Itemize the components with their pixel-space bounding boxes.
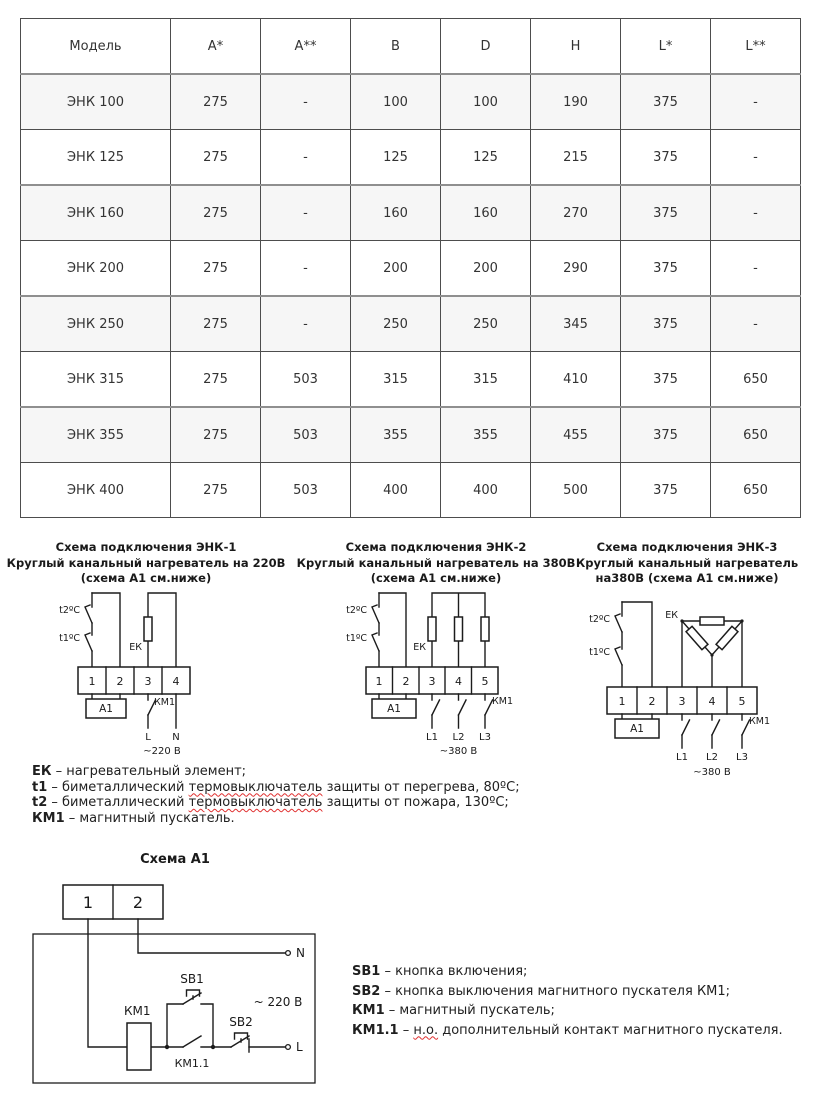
enk3-wire-pair: [622, 602, 652, 687]
legend-item: SB1 – кнопка включения;: [352, 964, 528, 979]
enk1-title-line1: Схема подключения ЭНК-1: [55, 540, 237, 554]
voltage-label: ~220 В: [143, 746, 181, 757]
value-cell: 125: [441, 130, 531, 186]
terminal-1: 1: [618, 695, 626, 708]
n-terminal-icon: [286, 951, 291, 956]
enk2-wire-pair: [379, 593, 406, 667]
value-cell: 650: [711, 463, 801, 518]
value-cell: 100: [351, 74, 441, 130]
enk3-title: [567, 540, 807, 587]
value-cell: -: [711, 241, 801, 297]
a1-label: А1: [387, 703, 401, 715]
value-cell: -: [711, 74, 801, 130]
enk3-schematic: [584, 592, 814, 792]
column-header-d: D: [441, 19, 531, 75]
value-cell: 275: [171, 296, 261, 352]
thermal-switch-icon: [372, 605, 379, 651]
a1-terminal-2: 2: [132, 893, 144, 912]
l-label: L: [296, 1040, 303, 1054]
value-cell: 275: [171, 407, 261, 463]
sb2-label: SB2: [229, 1015, 253, 1029]
legend-item: SB2 – кнопка выключения магнитного пускателя КМ1;: [352, 983, 731, 999]
value-cell: 400: [441, 463, 531, 518]
table-row: [21, 185, 801, 241]
voltage-label: ~380 В: [439, 746, 478, 757]
enk1-title-line3: (схема А1 см.ниже): [80, 571, 212, 585]
enk1-schematic: [28, 587, 248, 757]
junction-dot: [165, 1045, 169, 1049]
column-header-l1: L*: [621, 19, 711, 75]
column-header-a2: A**: [261, 19, 351, 75]
table-row: [21, 241, 801, 297]
value-cell: 275: [171, 241, 261, 297]
l3-label: L3: [736, 752, 748, 763]
n-label: N: [296, 946, 305, 960]
km1-label: КМ1: [124, 1004, 151, 1018]
model-cell: ЭНК 100: [21, 74, 171, 130]
l-terminal-icon: [286, 1045, 291, 1050]
value-cell: 503: [261, 407, 351, 463]
value-cell: 275: [171, 463, 261, 518]
schema-a1-diagram: [25, 875, 325, 1100]
enk2-output-wires: [432, 694, 485, 728]
terminal-4: 4: [172, 675, 180, 688]
enk1-wire-pair: [92, 593, 120, 667]
terminal-3: 3: [678, 695, 686, 708]
t2-label: t2ºC: [59, 605, 80, 616]
value-cell: 275: [171, 74, 261, 130]
value-cell: 375: [621, 463, 711, 518]
value-cell: 375: [621, 130, 711, 186]
table-body: [21, 74, 801, 518]
value-cell: 315: [441, 352, 531, 408]
km1-label: КМ1: [749, 716, 770, 727]
enk1-title-line2: Круглый канальный нагреватель на 220В: [6, 555, 286, 570]
value-cell: 375: [621, 185, 711, 241]
sb1-branch: [167, 1004, 213, 1047]
km11-contact-icon: [183, 1036, 201, 1047]
schema-a1-title: Схема А1: [140, 852, 210, 867]
ek-label: ЕК: [665, 610, 678, 621]
heater-resistor-icon: [686, 626, 708, 649]
a1-terminal-1: 1: [82, 893, 94, 912]
enk2-title-line3: (схема А1 см.ниже): [370, 571, 502, 585]
value-cell: 500: [531, 463, 621, 518]
heater-resistor-icon: [700, 617, 724, 625]
value-cell: -: [261, 185, 351, 241]
value-cell: 375: [621, 407, 711, 463]
enk2-title-line2: Круглый канальный нагреватель на 380В: [296, 555, 576, 570]
legend-item: КМ1.1 – н.о. дополнительный контакт магнитного пускателя.: [352, 1022, 783, 1038]
value-cell: -: [711, 185, 801, 241]
terminal-5: 5: [481, 675, 489, 688]
value-cell: 215: [531, 130, 621, 186]
value-cell: 355: [351, 407, 441, 463]
heater-resistor-icon: [455, 617, 463, 641]
enk2-title: [296, 540, 576, 587]
heater-resistor-icon: [481, 617, 489, 641]
table-row: [21, 130, 801, 186]
value-cell: 503: [261, 463, 351, 518]
value-cell: -: [711, 296, 801, 352]
value-cell: 355: [441, 407, 531, 463]
enk3-title-line1: Схема подключения ЭНК-3: [596, 540, 778, 554]
l3-label: L3: [479, 732, 491, 743]
value-cell: 275: [171, 130, 261, 186]
t2-label: t2ºC: [589, 614, 610, 625]
enk3-output-wires: [682, 714, 742, 748]
t2-label: t2ºC: [346, 605, 367, 616]
model-cell: ЭНК 200: [21, 241, 171, 297]
value-cell: 275: [171, 352, 261, 408]
value-cell: 410: [531, 352, 621, 408]
enk2-schematic: [338, 587, 568, 757]
table-row: [21, 407, 801, 463]
value-cell: 650: [711, 407, 801, 463]
terminal-1: 1: [88, 675, 96, 688]
terminal-2: 2: [648, 695, 656, 708]
km1-label: КМ1: [154, 697, 175, 708]
value-cell: 200: [441, 241, 531, 297]
km1-contact-icon: [432, 700, 493, 715]
value-cell: 160: [351, 185, 441, 241]
terminal-3: 3: [428, 675, 436, 688]
enk3-title-line2: Круглый канальный нагреватель: [575, 555, 799, 570]
km1-contact-icon: [682, 720, 750, 735]
enk3-title-line3: на380В (схема А1 см.ниже): [595, 571, 779, 585]
legend-item: КМ1 – магнитный пускатель;: [352, 1003, 555, 1018]
model-cell: ЭНК 315: [21, 352, 171, 408]
value-cell: 400: [351, 463, 441, 518]
wire-terminal1: [88, 919, 127, 1047]
t1-label: t1ºC: [346, 633, 367, 644]
value-cell: -: [261, 130, 351, 186]
legend-item: КМ1 – магнитный пускатель.: [32, 810, 235, 826]
value-cell: 275: [171, 185, 261, 241]
column-header-h: H: [531, 19, 621, 75]
n-label: N: [172, 732, 180, 743]
terminal-2: 2: [402, 675, 410, 688]
table-header-row: [21, 19, 801, 75]
value-cell: -: [261, 241, 351, 297]
junction-dot: [211, 1045, 215, 1049]
heater-resistor-icon: [428, 617, 436, 641]
value-cell: 250: [351, 296, 441, 352]
thermal-switch-icon: [615, 614, 622, 665]
value-cell: 375: [621, 74, 711, 130]
terminal-3: 3: [144, 675, 152, 688]
l2-label: L2: [452, 732, 465, 743]
value-cell: -: [261, 74, 351, 130]
sb1-contact-icon: [183, 993, 201, 1004]
value-cell: 650: [711, 352, 801, 408]
terminal-2: 2: [116, 675, 124, 688]
model-cell: ЭНК 250: [21, 296, 171, 352]
km11-label: КМ1.1: [174, 1057, 210, 1070]
l2-label: L2: [706, 752, 718, 763]
value-cell: -: [261, 296, 351, 352]
value-cell: 375: [621, 241, 711, 297]
model-cell: ЭНК 125: [21, 130, 171, 186]
ek-label: ЕК: [129, 642, 142, 653]
sb2-contact-icon: [231, 1036, 249, 1052]
column-header-l2: L**: [711, 19, 801, 75]
voltage-label: ~380 В: [693, 767, 731, 778]
table-row: [21, 296, 801, 352]
value-cell: 200: [351, 241, 441, 297]
terminal-1: 1: [375, 675, 383, 688]
value-cell: 503: [261, 352, 351, 408]
km1-coil: [127, 1023, 151, 1070]
terminal-4: 4: [708, 695, 716, 708]
model-cell: ЭНК 400: [21, 463, 171, 518]
l-label: L: [145, 732, 151, 743]
voltage-label: ~ 220 В: [253, 995, 303, 1009]
enk2-title-line1: Схема подключения ЭНК-2: [345, 540, 527, 554]
value-cell: 100: [441, 74, 531, 130]
legend-connections: [32, 764, 520, 826]
legend-a1: [352, 962, 783, 1040]
value-cell: 315: [351, 352, 441, 408]
t1-label: t1ºC: [589, 647, 610, 658]
model-cell: ЭНК 160: [21, 185, 171, 241]
value-cell: 125: [351, 130, 441, 186]
dimensions-table: [20, 18, 801, 518]
l1-label: L1: [676, 752, 688, 763]
column-header-b: B: [351, 19, 441, 75]
terminal-4: 4: [455, 675, 462, 688]
value-cell: 160: [441, 185, 531, 241]
table-row: [21, 74, 801, 130]
heater-resistor-icon: [144, 617, 152, 641]
thermal-switch-icon: [85, 605, 92, 651]
value-cell: 190: [531, 74, 621, 130]
heater-resistor-icon: [716, 626, 738, 649]
value-cell: 250: [441, 296, 531, 352]
a1-label: А1: [99, 703, 113, 715]
column-header-model: Модель: [21, 19, 171, 75]
legend-item: t1 – биметаллический термовыключатель защиты от перегрева, 80ºС;: [32, 779, 520, 795]
t1-label: t1ºC: [59, 633, 80, 644]
value-cell: 455: [531, 407, 621, 463]
enk1-title: [6, 540, 286, 587]
legend-item: t2 – биметаллический термовыключатель защиты от пожара, 130ºС;: [32, 795, 509, 811]
value-cell: 270: [531, 185, 621, 241]
value-cell: -: [711, 130, 801, 186]
km1-label: КМ1: [492, 696, 513, 707]
model-cell: ЭНК 355: [21, 407, 171, 463]
a1-label: А1: [630, 723, 644, 735]
terminal-5: 5: [738, 695, 746, 708]
value-cell: 290: [531, 241, 621, 297]
column-header-a1: A*: [171, 19, 261, 75]
value-cell: 345: [531, 296, 621, 352]
table-row: [21, 463, 801, 518]
sb1-label: SB1: [180, 972, 204, 986]
ek-label: ЕК: [413, 642, 426, 653]
value-cell: 375: [621, 296, 711, 352]
table-row: [21, 352, 801, 408]
wire-terminal2-n: [138, 919, 288, 953]
value-cell: 375: [621, 352, 711, 408]
l1-label: L1: [426, 732, 438, 743]
legend-item: ЕК – нагревательный элемент;: [32, 764, 247, 779]
